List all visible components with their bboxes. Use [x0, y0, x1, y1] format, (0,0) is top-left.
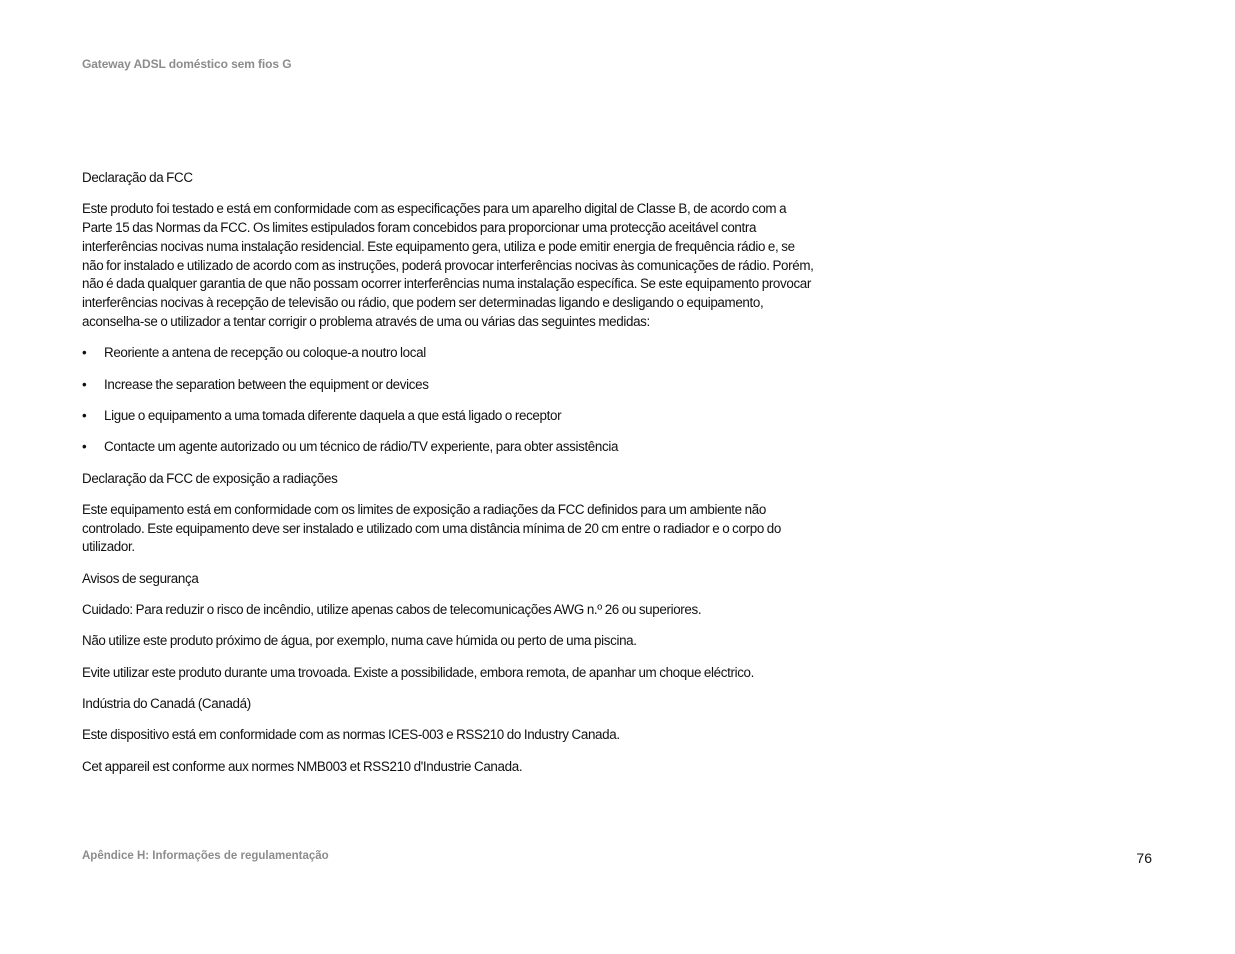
canada-paragraph-1: Este dispositivo está em conformidade com as normas ICES-003 e RSS210 do Industry Canada. — [82, 727, 620, 743]
page-number: 76 — [1136, 850, 1152, 866]
bullet-icon: • — [82, 439, 87, 455]
bullet-icon: • — [82, 376, 87, 392]
list-item — [82, 438, 817, 457]
safety-paragraph-3: Evite utilizar este produto durante uma trovoada. Existe a possibilidade, embora remota, de apanhar um choque eléctrico. — [82, 664, 755, 680]
page-content — [82, 169, 817, 789]
canada-paragraph-2: Cet appareil est conforme aux normes NMB003 et RSS210 d'Industrie Canada. — [82, 758, 523, 774]
safety-paragraph-2: Não utilize este produto próximo de água, por exemplo, numa cave húmida ou perto de uma piscina. — [82, 633, 637, 649]
safety-heading: Avisos de segurança — [82, 570, 199, 586]
measures-list — [82, 344, 817, 457]
bullet-icon: • — [82, 407, 87, 423]
list-item-text: Increase the separation between the equipment or devices — [104, 376, 429, 392]
canada-heading: Indústria do Canadá (Canadá) — [82, 695, 251, 711]
list-item — [82, 344, 817, 363]
list-item-text: Reoriente a antena de recepção ou coloque-a noutro local — [104, 345, 426, 361]
radiation-heading: Declaração da FCC de exposição a radiações — [82, 470, 338, 486]
list-item — [82, 407, 817, 426]
running-header: Gateway ADSL doméstico sem fios G — [82, 57, 292, 71]
list-item-text: Contacte um agente autorizado ou um técnico de rádio/TV experiente, para obter assistência — [104, 439, 619, 455]
list-item — [82, 376, 817, 395]
fcc-heading: Declaração da FCC — [82, 170, 193, 185]
bullet-icon: • — [82, 345, 87, 361]
list-item-text: Ligue o equipamento a uma tomada diferente daquela a que está ligado o receptor — [104, 407, 562, 423]
safety-paragraph-1: Cuidado: Para reduzir o risco de incêndio, utilize apenas cabos de telecomunicações AWG n.º 26 ou superiores. — [82, 602, 702, 618]
fcc-paragraph: Este produto foi testado e está em conformidade com as especificações para um aparelho digital de Classe B, de acordo com a Parte 15 das Normas da FCC. Os limites estipulados foram concebidos para proporcionar uma protecção aceitável contra interferências nocivas numa instalação residencial. Este equipamento gera, utiliza e pode emitir energia de frequência rádio e, se não for instalado e utilizado de acordo com as instruções, poderá provocar interferências nocivas às comunicações de rádio. Porém, não é dada qualquer garantia de que não possam ocorrer interferências numa instalação específica. Se este equipamento provocar interferências nocivas à recepção de televisão ou rádio, que podem ser determinadas ligando e desligando o equipamento, aconselha-se o utilizador a tentar corrigir o problema através de uma ou várias das seguintes medidas: — [82, 201, 814, 330]
radiation-paragraph: Este equipamento está em conformidade com os limites de exposição a radiações da FCC definidos para um ambiente não controlado. Este equipamento deve ser instalado e utilizado com uma distância mínima de 20 cm entre o radiador e o corpo do utilizador. — [82, 501, 781, 555]
running-footer: Apêndice H: Informações de regulamentação — [82, 850, 329, 862]
